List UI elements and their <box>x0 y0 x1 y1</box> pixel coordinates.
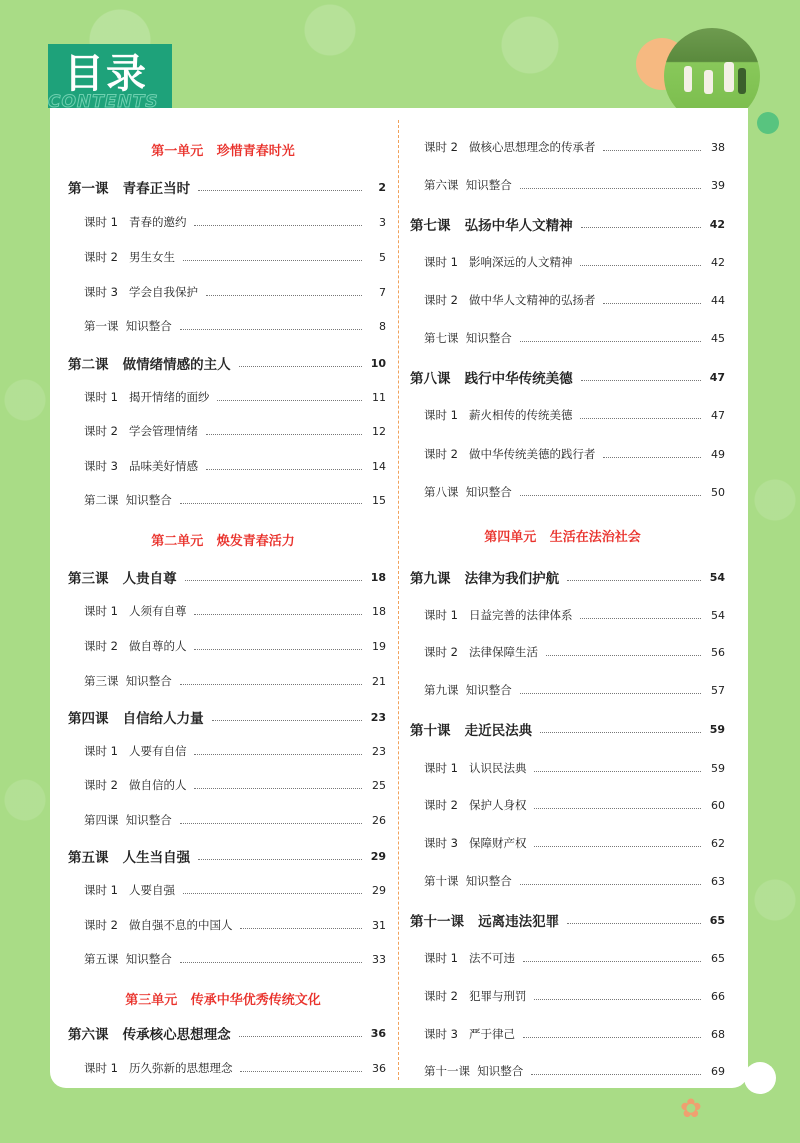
entry-title: 第二课 做情绪情感的主人 <box>68 357 231 373</box>
entry-title: 课时 1 揭开情绪的面纱 <box>84 390 210 404</box>
dot-leader <box>194 788 362 789</box>
entry-title: 课时 1 日益完善的法律体系 <box>424 608 573 622</box>
entry-title: 课时 3 严于律己 <box>424 1027 515 1041</box>
entry-title: 课时 3 品味美好情感 <box>84 459 198 473</box>
dot-leader <box>206 434 362 435</box>
page-number: 59 <box>711 761 725 775</box>
unit-heading: 第四单元 生活在法治社会 <box>484 530 641 545</box>
dot-leader <box>531 1074 701 1075</box>
toc-sub-entry[interactable] <box>84 950 386 968</box>
toc-sub-entry[interactable] <box>424 1062 725 1080</box>
decorative-circle <box>744 1062 776 1094</box>
dot-leader <box>567 580 701 581</box>
entry-title: 课时 2 做自尊的人 <box>84 639 187 653</box>
page-subtitle: CONTENTS <box>48 92 159 112</box>
toc-sub-entry[interactable] <box>84 742 386 760</box>
page-number: 38 <box>711 140 725 154</box>
toc-sub-entry[interactable] <box>84 283 386 301</box>
dot-leader <box>520 693 701 694</box>
dot-leader <box>603 303 701 304</box>
toc-sub-entry[interactable] <box>424 329 725 347</box>
toc-sub-entry[interactable] <box>424 681 725 699</box>
dot-leader <box>603 150 701 151</box>
page-number: 11 <box>372 390 386 404</box>
toc-sub-entry[interactable] <box>424 949 725 967</box>
toc-sub-entry[interactable] <box>424 796 725 814</box>
dot-leader <box>180 823 362 824</box>
entry-title: 课时 2 学会管理情绪 <box>84 424 198 438</box>
entry-title: 课时 2 法律保障生活 <box>424 645 538 659</box>
dot-leader <box>540 732 701 733</box>
dot-leader <box>198 859 362 860</box>
entry-title: 课时 2 做自强不息的中国人 <box>84 918 233 932</box>
page-number: 66 <box>711 989 725 1003</box>
page-number: 14 <box>372 459 386 473</box>
page-number: 47 <box>711 408 725 422</box>
toc-sub-entry[interactable] <box>84 317 386 335</box>
dot-leader <box>194 649 362 650</box>
entry-title: 第六课 传承核心思想理念 <box>68 1027 231 1043</box>
entry-title: 课时 1 影响深远的人文精神 <box>424 255 573 269</box>
toc-sub-entry[interactable] <box>84 881 386 899</box>
toc-sub-entry[interactable] <box>424 606 725 624</box>
entry-title: 第三课 人贵自尊 <box>68 571 177 587</box>
entry-title: 第七课 弘扬中华人文精神 <box>410 218 573 234</box>
toc-sub-entry[interactable] <box>84 388 386 406</box>
toc-sub-entry[interactable] <box>84 422 386 440</box>
page-number: 25 <box>372 778 386 792</box>
page-number: 18 <box>370 570 386 584</box>
page-number: 69 <box>711 1064 725 1078</box>
page-number: 36 <box>370 1026 386 1040</box>
dot-leader <box>183 260 362 261</box>
page-number: 62 <box>711 836 725 850</box>
entry-title: 第五课 人生当自强 <box>68 850 191 866</box>
page-number: 8 <box>379 319 386 333</box>
dot-leader <box>520 884 701 885</box>
entry-title: 课时 1 认识民法典 <box>424 761 527 775</box>
toc-sub-entry[interactable] <box>84 1059 386 1077</box>
toc-sub-entry[interactable] <box>84 457 386 475</box>
page-number: 49 <box>711 447 725 461</box>
page-number: 2 <box>378 180 386 194</box>
entry-title: 第十一课 知识整合 <box>424 1064 524 1078</box>
page-number: 29 <box>372 883 386 897</box>
page-number: 54 <box>709 570 725 584</box>
page-number: 60 <box>711 798 725 812</box>
entry-title: 课时 1 人要自强 <box>84 883 175 897</box>
entry-title: 第四课 知识整合 <box>84 813 172 827</box>
page-title: 目录 <box>64 51 148 97</box>
page-number: 5 <box>379 250 386 264</box>
flower-icon: ✿ <box>680 1094 702 1124</box>
entry-title: 课时 2 做自信的人 <box>84 778 187 792</box>
toc-sub-entry[interactable] <box>84 637 386 655</box>
toc-lesson-entry[interactable] <box>68 1024 386 1042</box>
page-number: 47 <box>709 370 725 384</box>
dot-leader <box>185 580 362 581</box>
entry-title: 课时 1 人要有自信 <box>84 744 187 758</box>
dot-leader <box>520 341 701 342</box>
dot-leader <box>523 1037 701 1038</box>
page-number: 68 <box>711 1027 725 1041</box>
entry-title: 课时 1 历久弥新的思想理念 <box>84 1061 233 1075</box>
entry-title: 课时 1 人须有自尊 <box>84 604 187 618</box>
toc-sub-entry[interactable] <box>84 602 386 620</box>
toc-sub-entry[interactable] <box>424 643 725 661</box>
entry-title: 课时 2 做中华人文精神的弘扬者 <box>424 293 596 307</box>
unit-heading: 第一单元 珍惜青春时光 <box>151 144 295 159</box>
dot-leader <box>240 1071 362 1072</box>
toc-sub-entry[interactable] <box>84 248 386 266</box>
toc-lesson-entry[interactable] <box>68 354 386 372</box>
entry-title: 第十一课 远离违法犯罪 <box>410 914 560 930</box>
page-number: 19 <box>372 639 386 653</box>
entry-title: 第九课 知识整合 <box>424 683 512 697</box>
unit-heading: 第二单元 焕发青春活力 <box>151 534 295 549</box>
dot-leader <box>198 190 362 191</box>
dot-leader <box>520 188 701 189</box>
dot-leader <box>534 846 701 847</box>
entry-title: 第十课 走近民法典 <box>410 723 533 739</box>
dot-leader <box>534 999 701 1000</box>
toc-sub-entry[interactable] <box>424 138 725 156</box>
dot-leader <box>180 962 362 963</box>
dot-leader <box>567 923 701 924</box>
toc-lesson-entry[interactable] <box>68 568 386 586</box>
page-number: 50 <box>711 485 725 499</box>
dot-leader <box>240 928 362 929</box>
toc-sub-entry[interactable] <box>84 776 386 794</box>
entry-title: 课时 2 做核心思想理念的传承者 <box>424 140 596 154</box>
page-number: 54 <box>711 608 725 622</box>
entry-title: 第八课 知识整合 <box>424 485 512 499</box>
toc-lesson-entry[interactable] <box>68 708 386 726</box>
dot-leader <box>217 400 362 401</box>
entry-title: 课时 2 男生女生 <box>84 250 175 264</box>
toc-sub-entry[interactable] <box>424 253 725 271</box>
entry-title: 第七课 知识整合 <box>424 331 512 345</box>
toc-sub-entry[interactable] <box>424 987 725 1005</box>
decorative-circle <box>757 112 779 134</box>
dot-leader <box>520 495 701 496</box>
dot-leader <box>523 961 701 962</box>
toc-sub-entry[interactable] <box>84 213 386 231</box>
page-number: 59 <box>709 722 725 736</box>
column-divider <box>398 120 399 1080</box>
dot-leader <box>603 457 701 458</box>
unit-heading: 第三单元 传承中华优秀传统文化 <box>125 993 321 1008</box>
entry-title: 第三课 知识整合 <box>84 674 172 688</box>
entry-title: 课时 1 法不可违 <box>424 951 515 965</box>
page-number: 44 <box>711 293 725 307</box>
page-number: 21 <box>372 674 386 688</box>
page-number: 56 <box>711 645 725 659</box>
dot-leader <box>206 469 362 470</box>
dot-leader <box>580 265 701 266</box>
dot-leader <box>206 295 362 296</box>
page-number: 7 <box>379 285 386 299</box>
dot-leader <box>580 418 701 419</box>
entry-title: 课时 2 保护人身权 <box>424 798 527 812</box>
page-number: 36 <box>372 1061 386 1075</box>
page-number: 57 <box>711 683 725 697</box>
toc-lesson-entry[interactable] <box>410 568 725 586</box>
toc-lesson-entry[interactable] <box>410 368 725 386</box>
toc-sub-entry[interactable] <box>424 834 725 852</box>
toc-sub-entry[interactable] <box>424 406 725 424</box>
entry-title: 课时 2 犯罪与刑罚 <box>424 989 527 1003</box>
page-number: 23 <box>372 744 386 758</box>
entry-title: 第四课 自信给人力量 <box>68 711 204 727</box>
toc-lesson-entry[interactable] <box>68 847 386 865</box>
toc-sub-entry[interactable] <box>424 483 725 501</box>
entry-title: 课时 3 保障财产权 <box>424 836 527 850</box>
page-number: 10 <box>370 356 386 370</box>
dot-leader <box>180 503 362 504</box>
page-number: 23 <box>370 710 386 724</box>
page-number: 39 <box>711 178 725 192</box>
page-number: 42 <box>709 217 725 231</box>
dot-leader <box>239 1036 362 1037</box>
toc-sub-entry[interactable] <box>84 491 386 509</box>
toc-sub-entry[interactable] <box>84 811 386 829</box>
page-number: 3 <box>379 215 386 229</box>
page-number: 29 <box>370 849 386 863</box>
page-number: 65 <box>709 913 725 927</box>
page-number: 33 <box>372 952 386 966</box>
entry-title: 第一课 知识整合 <box>84 319 172 333</box>
toc-sub-entry[interactable] <box>424 759 725 777</box>
page-number: 45 <box>711 331 725 345</box>
dot-leader <box>180 684 362 685</box>
entry-title: 第五课 知识整合 <box>84 952 172 966</box>
entry-title: 课时 3 学会自我保护 <box>84 285 198 299</box>
entry-title: 课时 1 青春的邀约 <box>84 215 187 229</box>
entry-title: 第九课 法律为我们护航 <box>410 571 560 587</box>
toc-sub-entry[interactable] <box>424 291 725 309</box>
dot-leader <box>239 366 362 367</box>
page-number: 26 <box>372 813 386 827</box>
page-number: 42 <box>711 255 725 269</box>
dot-leader <box>194 754 362 755</box>
page-number: 15 <box>372 493 386 507</box>
dot-leader <box>194 225 362 226</box>
toc-lesson-entry[interactable] <box>68 178 386 196</box>
dot-leader <box>534 808 701 809</box>
toc-lesson-entry[interactable] <box>410 215 725 233</box>
entry-title: 第二课 知识整合 <box>84 493 172 507</box>
dot-leader <box>581 380 701 381</box>
entry-title: 第十课 知识整合 <box>424 874 512 888</box>
entry-title: 第一课 青春正当时 <box>68 181 191 197</box>
toc-sub-entry[interactable] <box>424 176 725 194</box>
dot-leader <box>212 720 362 721</box>
dot-leader <box>580 618 701 619</box>
toc-lesson-entry[interactable] <box>410 720 725 738</box>
toc-sub-entry[interactable] <box>424 1025 725 1043</box>
page-number: 63 <box>711 874 725 888</box>
entry-title: 课时 2 做中华传统美德的践行者 <box>424 447 596 461</box>
page-number: 31 <box>372 918 386 932</box>
entry-title: 第八课 践行中华传统美德 <box>410 371 573 387</box>
toc-sub-entry[interactable] <box>84 672 386 690</box>
dot-leader <box>581 227 701 228</box>
page-number: 65 <box>711 951 725 965</box>
dot-leader <box>194 614 362 615</box>
toc-sub-entry[interactable] <box>84 916 386 934</box>
dot-leader <box>183 893 362 894</box>
page-number: 18 <box>372 604 386 618</box>
dot-leader <box>534 771 701 772</box>
toc-sub-entry[interactable] <box>424 872 725 890</box>
entry-title: 课时 1 薪火相传的传统美德 <box>424 408 573 422</box>
page-number: 12 <box>372 424 386 438</box>
dot-leader <box>546 655 701 656</box>
toc-lesson-entry[interactable] <box>410 911 725 929</box>
entry-title: 第六课 知识整合 <box>424 178 512 192</box>
toc-sub-entry[interactable] <box>424 445 725 463</box>
dot-leader <box>180 329 362 330</box>
